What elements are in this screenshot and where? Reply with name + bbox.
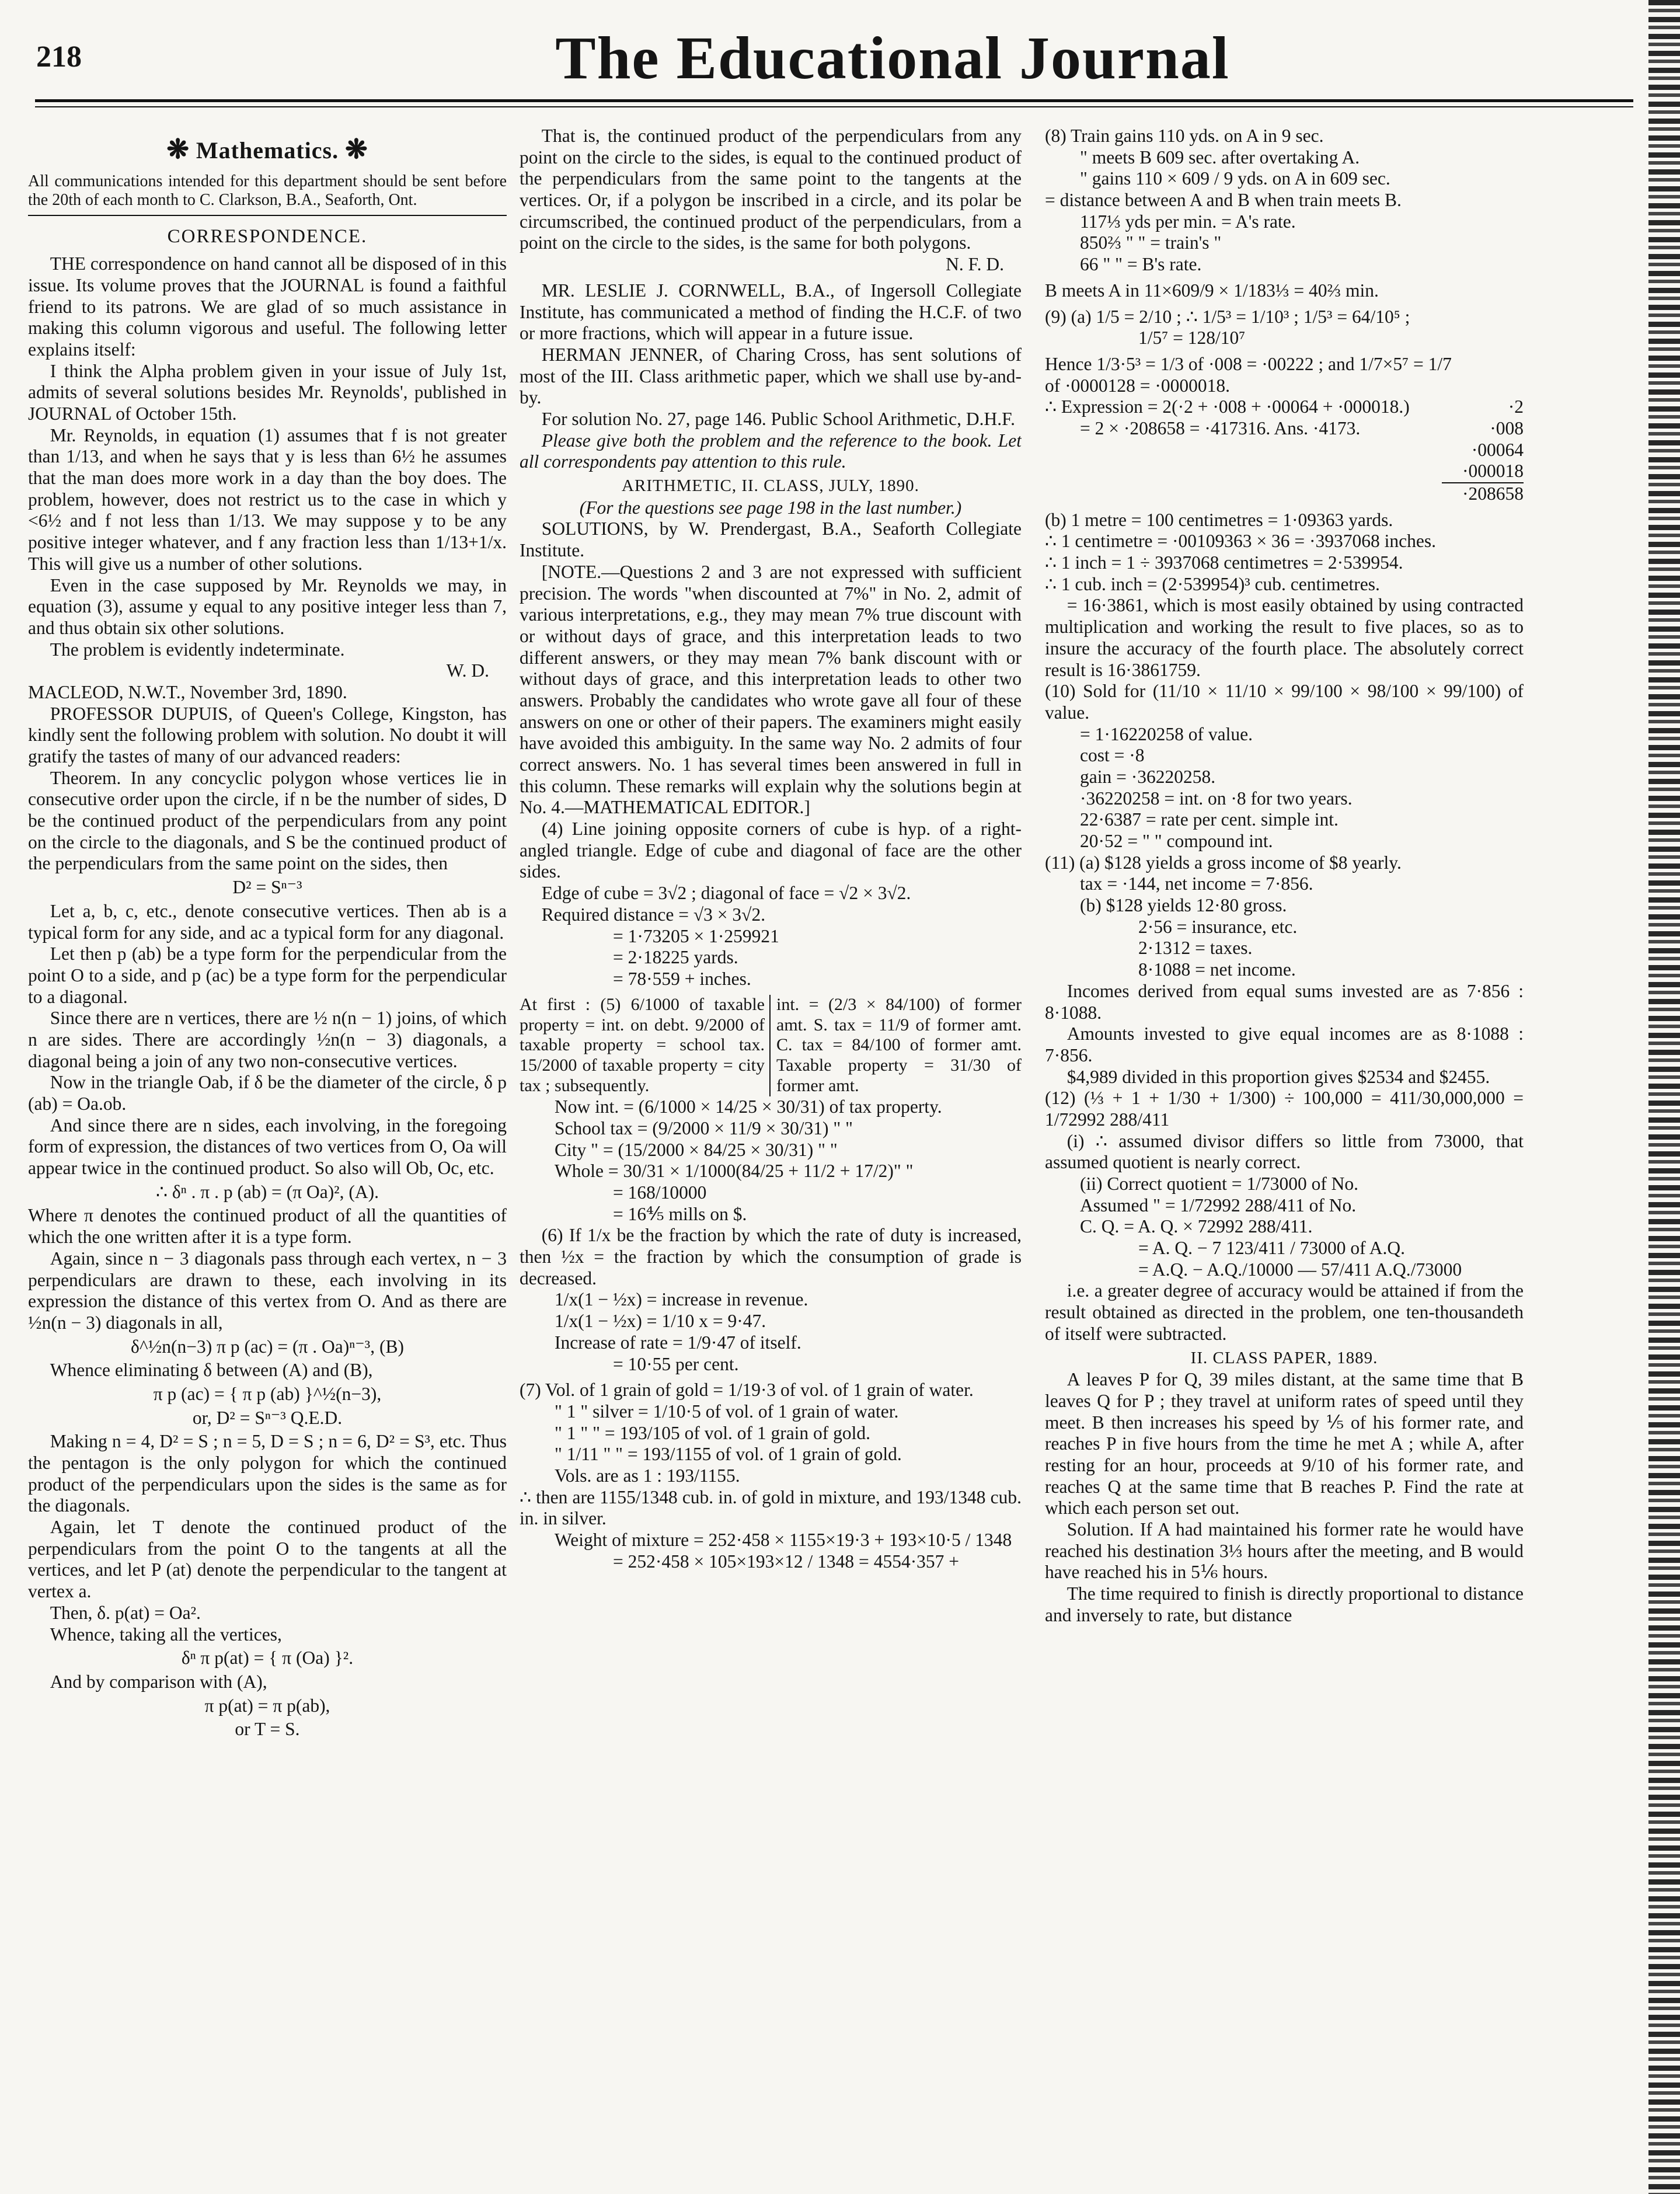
math-line: = distance between A and B when train meets B. [1045, 190, 1402, 211]
math-line: Whole = 30/31 × 1/1000(84/25 + 11/2 + 17/2)" " [555, 1161, 914, 1182]
arithmetic-subheading: (For the questions see page 198 in the last number.) [579, 497, 962, 518]
math-line: = 10·55 per cent. [613, 1353, 739, 1374]
math-line: " 1 " silver = 1/10·5 of vol. of 1 grain of water. [555, 1401, 899, 1422]
paragraph: $4,989 divided in this proportion gives $2534 and $2455. [1066, 1066, 1490, 1087]
math-line: " meets B 609 sec. after overtaking A. [1080, 147, 1360, 168]
arithmetic-heading: ARITHMETIC, II. CLASS, JULY, 1890. [622, 476, 919, 495]
math-line: 117⅓ yds per min. = A's rate. [1080, 211, 1296, 232]
math-line: (11) (a) $128 yields a gross income of $8 yearly. [1045, 852, 1402, 873]
math-line: 20·52 = " " compound int. [1080, 831, 1273, 851]
equation: π p(at) = π p(ab), [204, 1695, 330, 1716]
paragraph: Whence, taking all the vertices, [50, 1624, 282, 1645]
sum-term: ·000018 [1442, 461, 1524, 483]
question-5-table [520, 995, 1022, 1097]
math-line: ·36220258 = int. on ·8 for two years. [1080, 788, 1353, 809]
paragraph: Even in the case supposed by Mr. Reynolds we may, in equation (3), assume y equal to any positive integer less than 7, and thus obtain six other solutions. [28, 574, 507, 638]
math-line: 850⅔ " " = train's " [1080, 232, 1222, 253]
equation: δ^½n(n−3) π p (ac) = (π . Oa)ⁿ⁻³, (B) [131, 1336, 404, 1357]
math-line: 2·1312 = taxes. [1138, 938, 1253, 959]
math-line: (b) $128 yields 12·80 gross. [1080, 895, 1287, 916]
math-line: ∴ then are 1155/1348 cub. in. of gold in mixture, and 193/1348 cub. in. in silver. [520, 1486, 1022, 1529]
math-line: = A.Q. − A.Q./10000 — 57/411 A.Q./73000 [1138, 1259, 1462, 1280]
paragraph: The time required to finish is directly proportional to distance and inversely to rate, but distance [1045, 1583, 1524, 1625]
paragraph: Whence eliminating δ between (A) and (B), [50, 1360, 373, 1381]
paragraph: I think the Alpha problem given in your issue of July 1st, admits of several solutions besides Mr. Reynolds', published in JOURNAL of October 15th. [28, 360, 507, 424]
paragraph: THE correspondence on hand cannot all be disposed of in this issue. Its volume proves that the JOURNAL is found a faithful friend to its patrons. We are glad of so much assistance in making this column vigorous and useful. The following letter explains itself: [28, 253, 507, 360]
header-rule [35, 99, 1633, 102]
math-line: " gains 110 × 609 / 9 yds. on A in 609 sec. [1080, 168, 1390, 189]
math-line: B meets A in 11×609/9 × 1/183⅓ = 40⅔ min. [1045, 280, 1379, 301]
class-paper-heading: II. CLASS PAPER, 1889. [1190, 1348, 1378, 1367]
column-left [28, 126, 507, 2171]
math-line: tax = ·144, net income = 7·856. [1080, 873, 1313, 894]
equation: ∴ δⁿ . π . p (ab) = (π Oa)², (A). [156, 1181, 379, 1202]
star-ornament-icon: ❋ [345, 134, 368, 164]
paragraph: Making n = 4, D² = S ; n = 5, D = S ; n = 6, D² = S³, etc. Thus the pentagon is the only polygon for which the continued product of the perpendiculars upon the sides is the same as for the diagonals. [28, 1431, 507, 1516]
paragraph: (6) If 1/x be the fraction by which the rate of duty is increased, then ½x = the fraction by which the consumption of grade is decreased. [520, 1225, 1022, 1288]
equation: or T = S. [235, 1719, 300, 1740]
math-line: = 1·73205 × 1·259921 [613, 925, 779, 946]
equation: or, D² = Sⁿ⁻³ Q.E.D. [192, 1407, 343, 1428]
math-line: = 168/10000 [613, 1182, 707, 1203]
math-line: " 1/11 " " = 193/1155 of vol. of 1 grain of gold. [555, 1444, 902, 1465]
sum-term: ·2 [1508, 396, 1524, 417]
signature: W. D. [446, 660, 489, 681]
question-5-left: At first : (5) 6/1000 of taxable property = int. on debt. 9/2000 of taxable property = school tax. 15/2000 of taxable property = city tax ; subsequently. [520, 995, 771, 1097]
binding-edge [1648, 0, 1680, 2194]
math-line: = 78·559 + inches. [613, 968, 751, 989]
math-line: (10) Sold for (11/10 × 11/10 × 99/100 × 98/100 × 99/100) of value. [1045, 681, 1524, 723]
submission-notice: All communications intended for this department should be sent before the 20th of each month to C. Clarkson, B.A., Seaforth, Ont. [28, 172, 507, 216]
math-line: (7) Vol. of 1 grain of gold = 1/19·3 of vol. of 1 grain of water. [520, 1380, 974, 1401]
paragraph: Again, since n − 3 diagonals pass through each vertex, n − 3 perpendiculars are drawn to these, each involving in its expression the distance of this vertex from O. And as there are ½n(n − 3) diagonals in all, [28, 1248, 507, 1333]
paragraph: (4) Line joining opposite corners of cube is hyp. of a right-angled triangle. Edge of cube and diagonal of face are the other sides. [520, 819, 1022, 882]
section-title-text: Mathematics. [196, 137, 339, 163]
math-line: Assumed " = 1/72992 288/411 of No. [1080, 1194, 1357, 1216]
math-line: (b) 1 metre = 100 centimetres = 1·09363 yards. [1045, 509, 1393, 530]
math-line: Now int. = (6/1000 × 14/25 × 30/31) of tax property. [555, 1096, 942, 1117]
header-rule-thin [35, 106, 1633, 107]
paragraph: Then, δ. p(at) = Oa². [50, 1602, 201, 1623]
math-line: 8·1088 = net income. [1138, 959, 1296, 980]
math-line: C. Q. = A. Q. × 72992 288/411. [1080, 1216, 1313, 1237]
math-line: School tax = (9/2000 × 11/9 × 30/31) " " [555, 1117, 853, 1138]
math-line: gain = ·36220258. [1080, 766, 1216, 787]
star-ornament-icon: ❋ [166, 134, 190, 164]
math-line: 22·6387 = rate per cent. simple int. [1080, 809, 1339, 830]
paragraph: And by comparison with (A), [50, 1671, 267, 1692]
paragraph: [NOTE.—Questions 2 and 3 are not expressed with sufficient precision. The words "when discounted at 7%" in No. 2, admit of various interpretations, e.g., they may mean 7% true discount with or without days of grace, and this interpretation leads to two different answers, or they may mean 7% bank discount with or without days of grace, and this interpretation leads to other two answers. Probably the candidates who wrote gave all four of these answers on one or other of their papers. The examiners might easily have avoided this ambiguity. In the same way No. 2 admits of four correct answers. No. 1 has several times been answered in full in this column. These remarks will explain why the solutions begin at No. 4.—MATHEMATICAL EDITOR.] [520, 561, 1022, 818]
math-line: = 2·18225 yards. [613, 947, 738, 968]
math-line: = 16⅘ mills on $. [613, 1203, 747, 1224]
paragraph: Now in the triangle Oab, if δ be the diameter of the circle, δ p (ab) = Oa.ob. [28, 1072, 507, 1115]
paragraph: The problem is evidently indeterminate. [50, 639, 345, 660]
dateline: MACLEOD, N.W.T., November 3rd, 1890. [28, 681, 347, 702]
math-line: = A. Q. − 7 123/411 / 73000 of A.Q. [1138, 1238, 1405, 1259]
paragraph: That is, the continued product of the perpendiculars from any point on the circle to the sides, is equal to the continued product of the perpendiculars from the same point to the tangents at the vertices. Or, if a polygon be inscribed in a circle, and its polar be circumscribed, the continued product of the perpendiculars, from a point on the circle to the sides, is the same for both polygons. [520, 126, 1022, 253]
paragraph: HERMAN JENNER, of Charing Cross, has sent solutions of most of the III. Class arithmetic paper, which we shall use by-and-by. [520, 344, 1022, 408]
paragraph: Mr. Reynolds, in equation (1) assumes that f is not greater than 1/13, and when he says that y is less than 6½ he assumes that the man does more work in a day than the boy does. The problem, however, does not restrict us to the case in which y <6½ and f not less than 1/13. We may suppose y to be any positive integer whatever, and f any fraction less than 1/13+1/x. This will give us a number of other solutions. [28, 424, 507, 574]
math-line: = 252·458 × 105×193×12 / 1348 = 4554·357 + [613, 1551, 960, 1572]
math-line: ∴ 1 cub. inch = (2·539954)³ cub. centimetres. [1045, 573, 1380, 594]
math-line: 1/5⁷ = 128/10⁷ [1138, 328, 1246, 349]
column-middle [520, 126, 1022, 2171]
paragraph: For solution No. 27, page 146. Public School Arithmetic, D.H.F. [541, 408, 1015, 429]
paragraph: Required distance = √3 × 3√2. [541, 904, 766, 925]
journal-title: The Educational Journal [555, 25, 1230, 92]
math-line: ∴ Expression = 2(·2 + ·008 + ·00064 + ·000018.) [1045, 396, 1410, 417]
paragraph: Let then p (ab) be a type form for the perpendicular from the point O to a side, and p (ac) be a type form for the perpendicular to a diagonal. [28, 943, 507, 1007]
paragraph: A leaves P for Q, 39 miles distant, at the same time that B leaves Q for P ; they travel at uniform rates of speed until they meet. B then increases his speed by ⅕ of his former rate, and reaches P in five hours from the time he met A ; while A, after resting for an hour, proceeds at 9/10 of his former rate, and reaches Q at the same time that B reaches P. Find the rate at which each person set out. [1045, 1369, 1524, 1519]
paragraph: Amounts invested to give equal incomes are as 8·1088 : 7·856. [1045, 1023, 1524, 1065]
paragraph: PROFESSOR DUPUIS, of Queen's College, Kingston, has kindly sent the following problem with solution. No doubt it will gratify the tastes of many of our advanced readers: [28, 703, 507, 767]
paragraph: Edge of cube = 3√2 ; diagonal of face = √2 × 3√2. [541, 883, 911, 904]
paragraph: (i) ∴ assumed divisor differs so little from 73000, that assumed quotient is nearly correct. [1045, 1130, 1524, 1173]
question-5-right: int. = (2/3 × 84/100) of former amt. S. tax = 11/9 of former amt. C. tax = 84/100 of former amt. Taxable property = 31/30 of former amt. [776, 994, 1022, 1096]
sum-term: ·00064 [1471, 439, 1524, 460]
math-line: (ii) Correct quotient = 1/73000 of No. [1080, 1173, 1359, 1194]
equation: δⁿ π p(at) = { π (Oa) }². [181, 1648, 354, 1669]
paragraph: SOLUTIONS, by W. Prendergast, B.A., Seaforth Collegiate Institute. [520, 518, 1022, 561]
sum-total: ·208658 [1462, 483, 1524, 504]
sum-term: ·008 [1490, 417, 1524, 438]
math-line: " 1 " " = 193/105 of vol. of 1 grain of gold. [555, 1422, 871, 1443]
math-line: ∴ 1 centimetre = ·00109363 × 36 = ·3937068 inches. [1045, 531, 1436, 552]
signature: N. F. D. [946, 254, 1004, 275]
math-line: = 1·16220258 of value. [1080, 723, 1253, 744]
paragraph: MR. LESLIE J. CORNWELL, B.A., of Ingersoll Collegiate Institute, has communicated a method of finding the H.C.F. of two or more fractions, which will appear in a future issue. [520, 280, 1022, 344]
paragraph: Since there are n vertices, there are ½ n(n − 1) joins, of which n are sides. There are accordingly ½n(n − 3) diagonals, a diagonal being a join of any two non-consecutive vertices. [28, 1008, 507, 1071]
math-line: City " = (15/2000 × 84/25 × 30/31) " " [555, 1139, 838, 1160]
editor-note: Please give both the problem and the reference to the book. Let all correspondents pay attention to this rule. [520, 430, 1022, 472]
math-line: 2·56 = insurance, etc. [1138, 916, 1298, 937]
paragraph: Let a, b, c, etc., denote consecutive vertices. Then ab is a typical form for any side, and ac a typical form for any diagonal. [28, 900, 507, 943]
paragraph: Incomes derived from equal sums invested are as 7·856 : 8·1088. [1045, 980, 1524, 1023]
math-line: cost = ·8 [1080, 745, 1145, 766]
paragraph: = 16·3861, which is most easily obtained by using contracted multiplication and working the result to five places, so as to insure the accuracy of the fourth place. The absolutely correct result is 16·3861759. [1045, 595, 1524, 680]
paragraph: i.e. a greater degree of accuracy would be attained if from the result obtained as directed in the problem, one ten-thousandeth of itself were subtracted. [1045, 1280, 1524, 1344]
page-number: 218 [36, 40, 82, 74]
math-line: 1/x(1 − ½x) = 1/10 x = 9·47. [555, 1311, 766, 1332]
math-line: Weight of mixture = 252·458 × 1155×19·3 + 193×10·5 / 1348 [555, 1530, 1012, 1551]
math-line: (8) Train gains 110 yds. on A in 9 sec. [1045, 126, 1324, 146]
paragraph: And since there are n sides, each involving, in the foregoing form of expression, the distances of two vertices from O, Oa will appear twice in the continued product. So also will Ob, Oc, etc. [28, 1115, 507, 1179]
correspondence-heading: CORRESPONDENCE. [167, 225, 368, 247]
math-line: = 2 × ·208658 = ·417316. Ans. ·4173. [1080, 417, 1361, 438]
math-line: (12) (⅓ + 1 + 1/30 + 1/300) ÷ 100,000 = 411/30,000,000 = 1/72992 288/411 [1045, 1088, 1524, 1130]
math-line: (9) (a) 1/5 = 2/10 ; ∴ 1/5³ = 1/10³ ; 1/5³ = 64/10⁵ ; [1045, 306, 1410, 327]
theorem: Theorem. In any concyclic polygon whose vertices lie in consecutive order upon the circle, if n be the number of sides, D be the continued product of the perpendiculars from any point on the circle to the diagonals, and S be the continued product of the perpendiculars from the same point on the sides, then [28, 767, 507, 874]
math-line: Vols. are as 1 : 193/1155. [555, 1465, 740, 1486]
sum-block [1045, 396, 1524, 504]
math-line: ∴ 1 inch = 1 ÷ 3937068 centimetres = 2·539954. [1045, 552, 1403, 573]
section-title [28, 134, 507, 165]
math-line: Increase of rate = 1/9·47 of itself. [555, 1332, 801, 1353]
paragraph: Where π denotes the continued product of all the quantities of which the one written after it is a type form. [28, 1205, 507, 1248]
paragraph: Again, let T denote the continued product of the perpendiculars from the point O to the tangents at all the vertices, and let P (at) denote the perpendicular to the tangent at vertex a. [28, 1517, 507, 1602]
column-right [1045, 126, 1524, 2171]
equation: D² = Sⁿ⁻³ [232, 877, 302, 898]
math-line: 66 " " = B's rate. [1080, 254, 1202, 275]
paragraph: Solution. If A had maintained his former rate he would have reached his destination 3⅓ hours after the meeting, and B would have reached his in 5⅙ hours. [1045, 1519, 1524, 1583]
math-line: of ·0000128 = ·0000018. [1045, 375, 1230, 396]
math-line: Hence 1/3·5³ = 1/3 of ·008 = ·00222 ; and 1/7×5⁷ = 1/7 [1045, 353, 1452, 374]
equation: π p (ac) = { π p (ab) }^½(n−3), [153, 1383, 382, 1404]
math-line: 1/x(1 − ½x) = increase in revenue. [555, 1289, 808, 1310]
